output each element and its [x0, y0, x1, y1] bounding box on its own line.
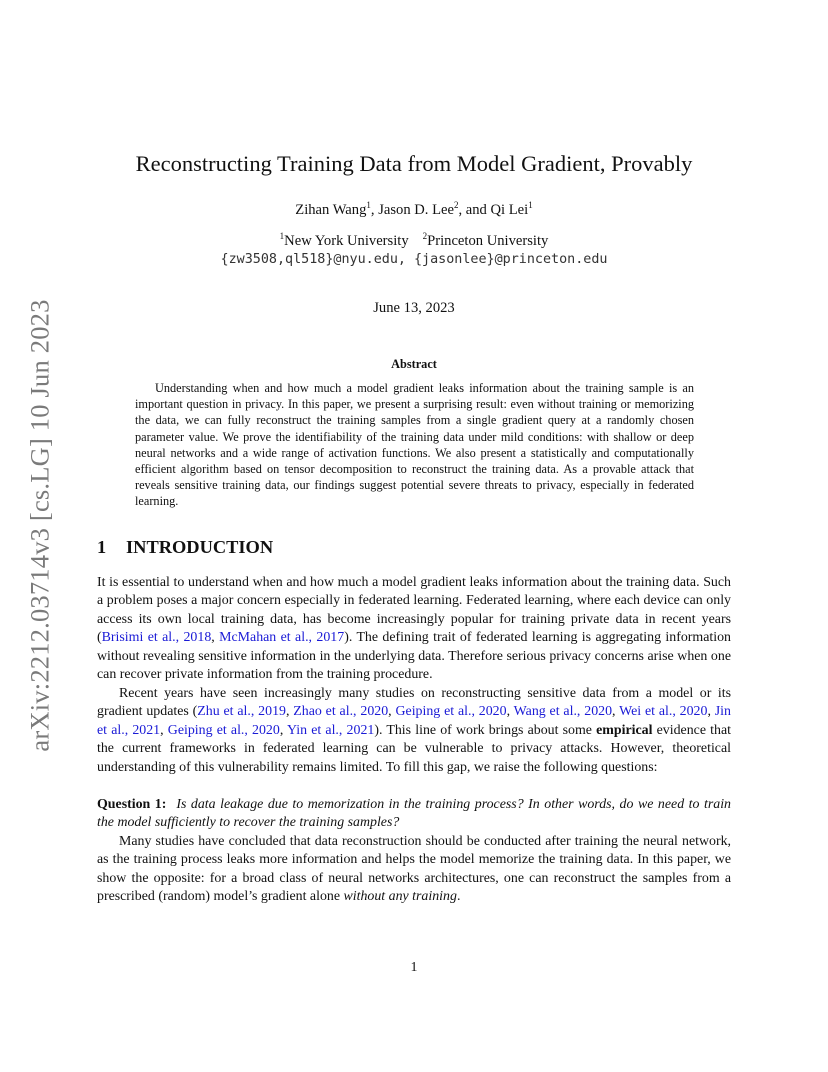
author-name: Jason D. Lee	[378, 201, 454, 218]
intro-paragraph-3	[97, 833, 731, 907]
text-run: ,	[506, 704, 514, 720]
citation-link[interactable]: Brisimi et al., 2018	[101, 630, 212, 646]
author-separator: ,	[370, 201, 379, 218]
section-title: INTRODUCTION	[126, 537, 274, 557]
author-name: Zihan Wang	[295, 201, 367, 218]
text-run: ,	[707, 704, 715, 720]
text-run: It is essential to understand when and how much a model gradient leaks information about the training data. Such a problem poses a major concern especially in federated learning. Federated learning, where each device can only access its own local training data, has become increasingly popular for training private data in recent years (	[97, 575, 731, 646]
abstract-heading: Abstract	[391, 357, 437, 371]
author-separator: , and	[458, 201, 491, 218]
citation-link[interactable]: Geiping et al., 2020	[167, 722, 280, 738]
text-run: evidence that the current frameworks in federated learning can be vulnerable to privacy attacks. However, theoretical understanding of this vulnerability remains limited. To fill this gap, we raise the following questions:	[97, 722, 731, 775]
question-label: Question 1:	[97, 797, 167, 812]
section-number: 1	[97, 537, 107, 557]
citation-link[interactable]: Yin et al., 2021	[286, 722, 375, 738]
affiliation-mark: 2	[422, 231, 428, 241]
author-emails: {zw3508,ql518}@nyu.edu, {jasonlee}@princeton.edu	[220, 252, 608, 267]
text-run: ). The defining trait of federated learning is aggregating information without revealing sensitive information in the underlying data. Therefore serious privacy concerns arise when one can recover private information from the training procedure.	[97, 630, 731, 683]
citation-link[interactable]: Jin et al., 2021	[97, 704, 731, 738]
author-list	[0, 200, 828, 219]
text-run: ,	[612, 704, 620, 720]
citation-link[interactable]: Wang et al., 2020	[513, 704, 613, 720]
page-number: 1	[410, 960, 418, 975]
citation-link[interactable]: Geiping et al., 2020	[395, 704, 507, 720]
text-run: ,	[279, 722, 287, 738]
paper-date: June 13, 2023	[373, 300, 455, 316]
citation-link[interactable]: Wei et al., 2020	[619, 704, 708, 720]
text-run: ). This line of work brings about some	[374, 722, 597, 738]
text-run: ,	[285, 704, 294, 720]
emphasis-italic: without any training	[343, 889, 457, 905]
author-affiliation-mark: 1	[366, 200, 371, 210]
author-name: Qi Lei	[490, 201, 529, 218]
citation-link[interactable]: Zhao et al., 2020	[293, 704, 389, 720]
emphasis-bold: empirical	[596, 722, 653, 738]
affiliation-name: New York University	[284, 232, 409, 249]
affiliation-list	[0, 231, 828, 250]
citation-link[interactable]: Zhu et al., 2019	[197, 704, 286, 720]
paper-title: Reconstructing Training Data from Model Gradient, Provably	[135, 151, 693, 176]
text-run: ,	[211, 630, 220, 646]
intro-paragraph-1	[97, 574, 731, 684]
text-run: ,	[388, 704, 396, 720]
intro-paragraph-2	[97, 685, 731, 777]
affiliation-mark: 1	[279, 231, 285, 241]
text-run: Recent years have seen increasingly many studies on reconstructing sensitive data from a model or its gradient updates (	[97, 686, 731, 720]
text-run: ,	[160, 722, 168, 738]
abstract-body: Understanding when and how much a model gradient leaks information about the training sample is an important question in privacy. In this paper, we present a surprising result: even without training or memorizing the data, we can fully reconstruct the training samples from a single gradient query at a randomly chosen parameter value. We prove the identifiability of the training data under mild conditions: with shallow or deep neural networks and a wide range of activation functions. We also present a statistically and computationally efficient algorithm based on tensor decomposition to reconstruct the training data. As a provable attack that reveals sensitive training data, our findings suggest potential severe threats to privacy, especially in federated learning.	[135, 381, 694, 509]
author-affiliation-mark: 1	[528, 200, 533, 210]
affiliation-name: Princeton University	[427, 232, 549, 249]
section-heading-introduction	[97, 537, 273, 558]
text-run: .	[456, 889, 461, 905]
citation-link[interactable]: McMahan et al., 2017	[219, 630, 345, 646]
emphasis-italic: Is data leakage due to memorization in the training process? In other words, do we need to train the model sufficiently to recover the training samples?	[97, 797, 731, 831]
arxiv-identifier-text: arXiv:2212.03714v3 [cs.LG] 10 Jun 2023	[24, 298, 55, 752]
text-run: Many studies have concluded that data reconstruction should be conducted after training the neural network, as the training process leaks more information and helps the model memorize the training data. In this paper, we show the opposite: for a broad class of neural networks architectures, one can reconstruct the samples from a prescribed (random) model’s gradient alone	[97, 834, 731, 905]
question-1	[97, 796, 731, 833]
author-affiliation-mark: 2	[453, 200, 459, 210]
